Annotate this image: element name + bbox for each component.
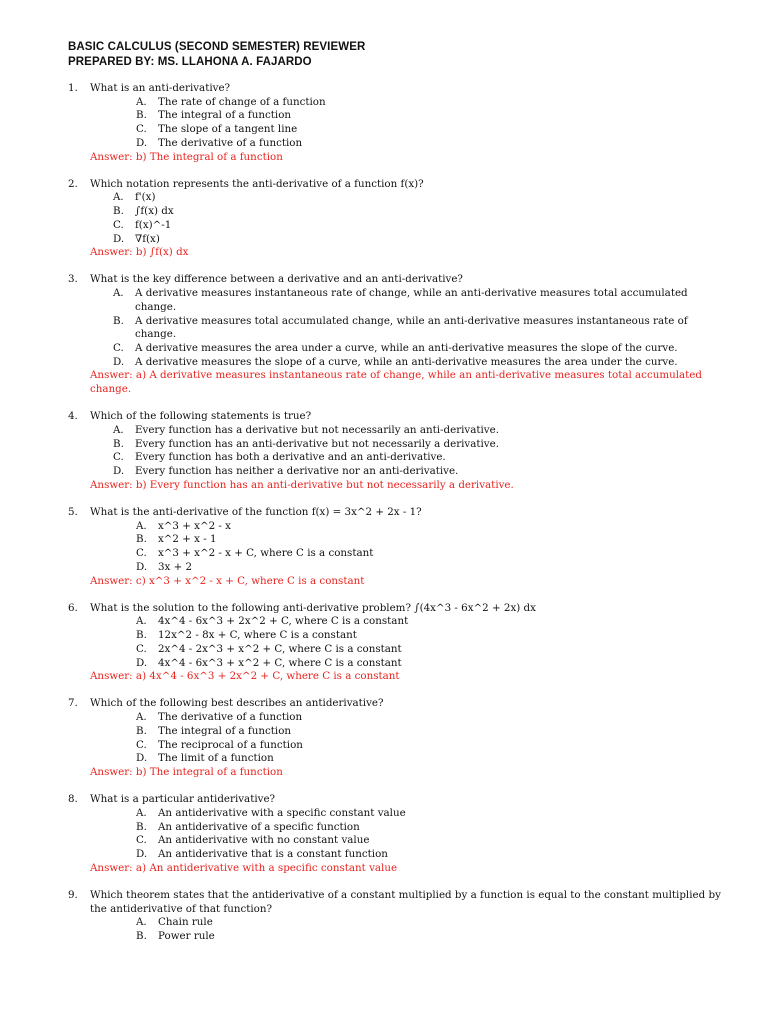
document-title: BASIC CALCULUS (SECOND SEMESTER) REVIEWER	[68, 41, 366, 53]
question-1	[0, 82, 768, 164]
option-item	[0, 356, 768, 370]
question-number: 8.	[68, 793, 78, 806]
option-item	[0, 137, 768, 151]
option-text: A derivative measures the area under a curve, while an anti-derivative measures the slope of the curve.	[135, 341, 678, 354]
option-list	[0, 96, 768, 151]
option-item	[0, 315, 768, 342]
option-letter: C.	[113, 341, 124, 354]
option-item	[0, 287, 768, 314]
option-text: The slope of a tangent line	[158, 123, 298, 136]
question-prompt: Which of the following statements is true?	[90, 410, 312, 423]
option-letter: B.	[136, 724, 147, 737]
option-letter: D.	[136, 752, 148, 765]
option-text: Every function has a derivative but not necessarily an anti-derivative.	[135, 423, 499, 436]
question-text	[0, 889, 768, 916]
option-letter: D.	[136, 136, 148, 149]
option-text: x^3 + x^2 - x + C, where C is a constant	[158, 547, 374, 560]
question-prompt: What is a particular antiderivative?	[90, 793, 276, 806]
option-text: Power rule	[158, 929, 215, 942]
option-letter: B.	[136, 820, 147, 833]
answer-key: Answer: a) A derivative measures instantaneous rate of change, while an anti-derivative measures total accumulated change.	[90, 369, 702, 396]
option-item	[0, 465, 768, 479]
option-letter: C.	[136, 738, 147, 751]
option-item	[0, 752, 768, 766]
option-letter: C.	[136, 642, 147, 655]
option-item	[0, 342, 768, 356]
option-item	[0, 424, 768, 438]
option-text: The reciprocal of a function	[158, 738, 303, 751]
option-list	[0, 287, 768, 369]
option-letter: A.	[136, 519, 147, 532]
question-text	[0, 506, 768, 520]
option-item	[0, 930, 768, 944]
option-item	[0, 561, 768, 575]
option-item	[0, 739, 768, 753]
option-item	[0, 438, 768, 452]
option-letter: C.	[136, 123, 147, 136]
option-text: A derivative measures instantaneous rate of change, while an anti-derivative measures total accumulated change.	[135, 287, 688, 313]
option-letter: B.	[136, 109, 147, 122]
option-text: The limit of a function	[158, 752, 274, 765]
option-letter: D.	[136, 560, 148, 573]
answer-key: Answer: b) The integral of a function	[90, 765, 283, 778]
option-item	[0, 205, 768, 219]
answer-key: Answer: c) x^3 + x^2 - x + C, where C is a constant	[90, 574, 365, 587]
answer-key: Answer: a) An antiderivative with a specific constant value	[90, 861, 398, 874]
option-letter: B.	[113, 205, 124, 218]
option-letter: C.	[136, 547, 147, 560]
question-6	[0, 602, 768, 684]
option-text: A derivative measures the slope of a curve, while an anti-derivative measures the area under the curve.	[135, 355, 678, 368]
question-number: 4.	[68, 410, 78, 423]
option-list	[0, 424, 768, 479]
question-number: 1.	[68, 82, 78, 94]
option-letter: B.	[136, 533, 147, 546]
option-text: 12x^2 - 8x + C, where C is a constant	[158, 629, 357, 642]
option-text: 4x^4 - 6x^3 + x^2 + C, where C is a constant	[158, 656, 402, 669]
question-number: 9.	[68, 888, 78, 901]
question-prompt: Which notation represents the anti-derivative of a function f(x)?	[90, 177, 424, 190]
option-item	[0, 233, 768, 247]
option-item	[0, 96, 768, 110]
question-number: 2.	[68, 177, 78, 190]
option-list	[0, 520, 768, 575]
question-9	[0, 889, 768, 944]
option-letter: D.	[113, 465, 125, 478]
option-text: x^2 + x - 1	[158, 533, 217, 546]
question-2	[0, 178, 768, 260]
option-text: 4x^4 - 6x^3 + 2x^2 + C, where C is a constant	[158, 615, 409, 628]
option-text: An antiderivative that is a constant function	[158, 847, 388, 860]
option-letter: C.	[113, 451, 124, 464]
option-text: ∇f(x)	[135, 232, 160, 245]
option-letter: A.	[136, 806, 147, 819]
option-text: f(x)^-1	[135, 218, 172, 231]
option-item	[0, 123, 768, 137]
option-text: Every function has both a derivative and an anti-derivative.	[135, 451, 446, 464]
answer-key: Answer: a) 4x^4 - 6x^3 + 2x^2 + C, where C is a constant	[90, 670, 400, 683]
question-text	[0, 82, 768, 96]
option-letter: A.	[136, 916, 147, 929]
question-number: 6.	[68, 601, 78, 614]
question-text	[0, 273, 768, 287]
option-item	[0, 657, 768, 671]
option-letter: C.	[113, 218, 124, 231]
question-prompt: What is the key difference between a derivative and an anti-derivative?	[90, 273, 463, 286]
option-letter: A.	[136, 615, 147, 628]
option-text: An antiderivative of a specific function	[158, 820, 360, 833]
option-list	[0, 807, 768, 862]
option-list	[0, 711, 768, 766]
question-8	[0, 793, 768, 875]
option-text: An antiderivative with no constant value	[158, 834, 370, 847]
question-number: 7.	[68, 697, 78, 710]
question-prompt: What is the anti-derivative of the function f(x) = 3x^2 + 2x - 1?	[90, 505, 422, 518]
document-author: PREPARED BY: MS. LLAHONA A. FAJARDO	[68, 55, 312, 68]
option-item	[0, 520, 768, 534]
question-prompt: Which theorem states that the antiderivative of a constant multiplied by a function is equal to the constant multiplied by the antiderivative of that function?	[90, 888, 721, 915]
option-text: ∫f(x) dx	[135, 205, 174, 218]
question-text	[0, 793, 768, 807]
option-item	[0, 643, 768, 657]
option-list	[0, 916, 768, 943]
question-text	[0, 602, 768, 616]
question-number: 5.	[68, 505, 78, 518]
option-text: The integral of a function	[158, 724, 292, 737]
option-letter: D.	[136, 656, 148, 669]
option-text: The integral of a function	[158, 109, 292, 122]
answer-key: Answer: b) ∫f(x) dx	[90, 246, 189, 259]
option-letter: B.	[113, 437, 124, 450]
option-item	[0, 533, 768, 547]
option-text: An antiderivative with a specific constant value	[158, 806, 406, 819]
option-letter: D.	[113, 355, 125, 368]
option-text: The derivative of a function	[158, 136, 303, 149]
option-text: The rate of change of a function	[158, 95, 326, 108]
option-letter: A.	[113, 287, 124, 300]
question-4	[0, 410, 768, 492]
option-item	[0, 807, 768, 821]
option-text: The derivative of a function	[158, 711, 303, 724]
option-letter: C.	[136, 834, 147, 847]
option-item	[0, 725, 768, 739]
option-letter: D.	[136, 847, 148, 860]
option-item	[0, 219, 768, 233]
option-item	[0, 629, 768, 643]
option-list	[0, 615, 768, 670]
option-letter: A.	[113, 191, 124, 204]
question-3	[0, 273, 768, 396]
option-list	[0, 191, 768, 246]
option-text: A derivative measures total accumulated change, while an anti-derivative measures instantaneous rate of change.	[135, 314, 688, 341]
option-text: Every function has an anti-derivative but not necessarily a derivative.	[135, 437, 499, 450]
option-text: Chain rule	[158, 916, 213, 929]
question-5	[0, 506, 768, 588]
option-item	[0, 916, 768, 930]
question-7	[0, 697, 768, 779]
option-item	[0, 848, 768, 862]
question-text	[0, 410, 768, 424]
option-text: 2x^4 - 2x^3 + x^2 + C, where C is a constant	[158, 642, 402, 655]
question-text	[0, 178, 768, 192]
question-text	[0, 697, 768, 711]
question-list	[0, 82, 768, 957]
option-item	[0, 615, 768, 629]
option-letter: A.	[136, 95, 147, 108]
option-letter: D.	[113, 232, 125, 245]
option-text: x^3 + x^2 - x	[158, 519, 231, 532]
option-item	[0, 834, 768, 848]
option-item	[0, 191, 768, 205]
question-prompt: What is an anti-derivative?	[90, 82, 231, 94]
option-item	[0, 547, 768, 561]
answer-key: Answer: b) Every function has an anti-derivative but not necessarily a derivative.	[90, 478, 514, 491]
question-number: 3.	[68, 273, 78, 286]
option-item	[0, 711, 768, 725]
option-letter: B.	[136, 629, 147, 642]
question-prompt: What is the solution to the following anti-derivative problem? ∫(4x^3 - 6x^2 + 2x) dx	[90, 601, 536, 614]
option-letter: A.	[113, 423, 124, 436]
option-item	[0, 109, 768, 123]
option-letter: B.	[113, 314, 124, 327]
option-item	[0, 821, 768, 835]
option-item	[0, 451, 768, 465]
option-text: f'(x)	[135, 191, 156, 204]
answer-key: Answer: b) The integral of a function	[90, 150, 283, 163]
option-text: 3x + 2	[158, 560, 193, 573]
option-letter: A.	[136, 711, 147, 724]
option-text: Every function has neither a derivative nor an anti-derivative.	[135, 465, 459, 478]
option-letter: B.	[136, 929, 147, 942]
question-prompt: Which of the following best describes an antiderivative?	[90, 697, 384, 710]
document-header	[68, 40, 365, 69]
